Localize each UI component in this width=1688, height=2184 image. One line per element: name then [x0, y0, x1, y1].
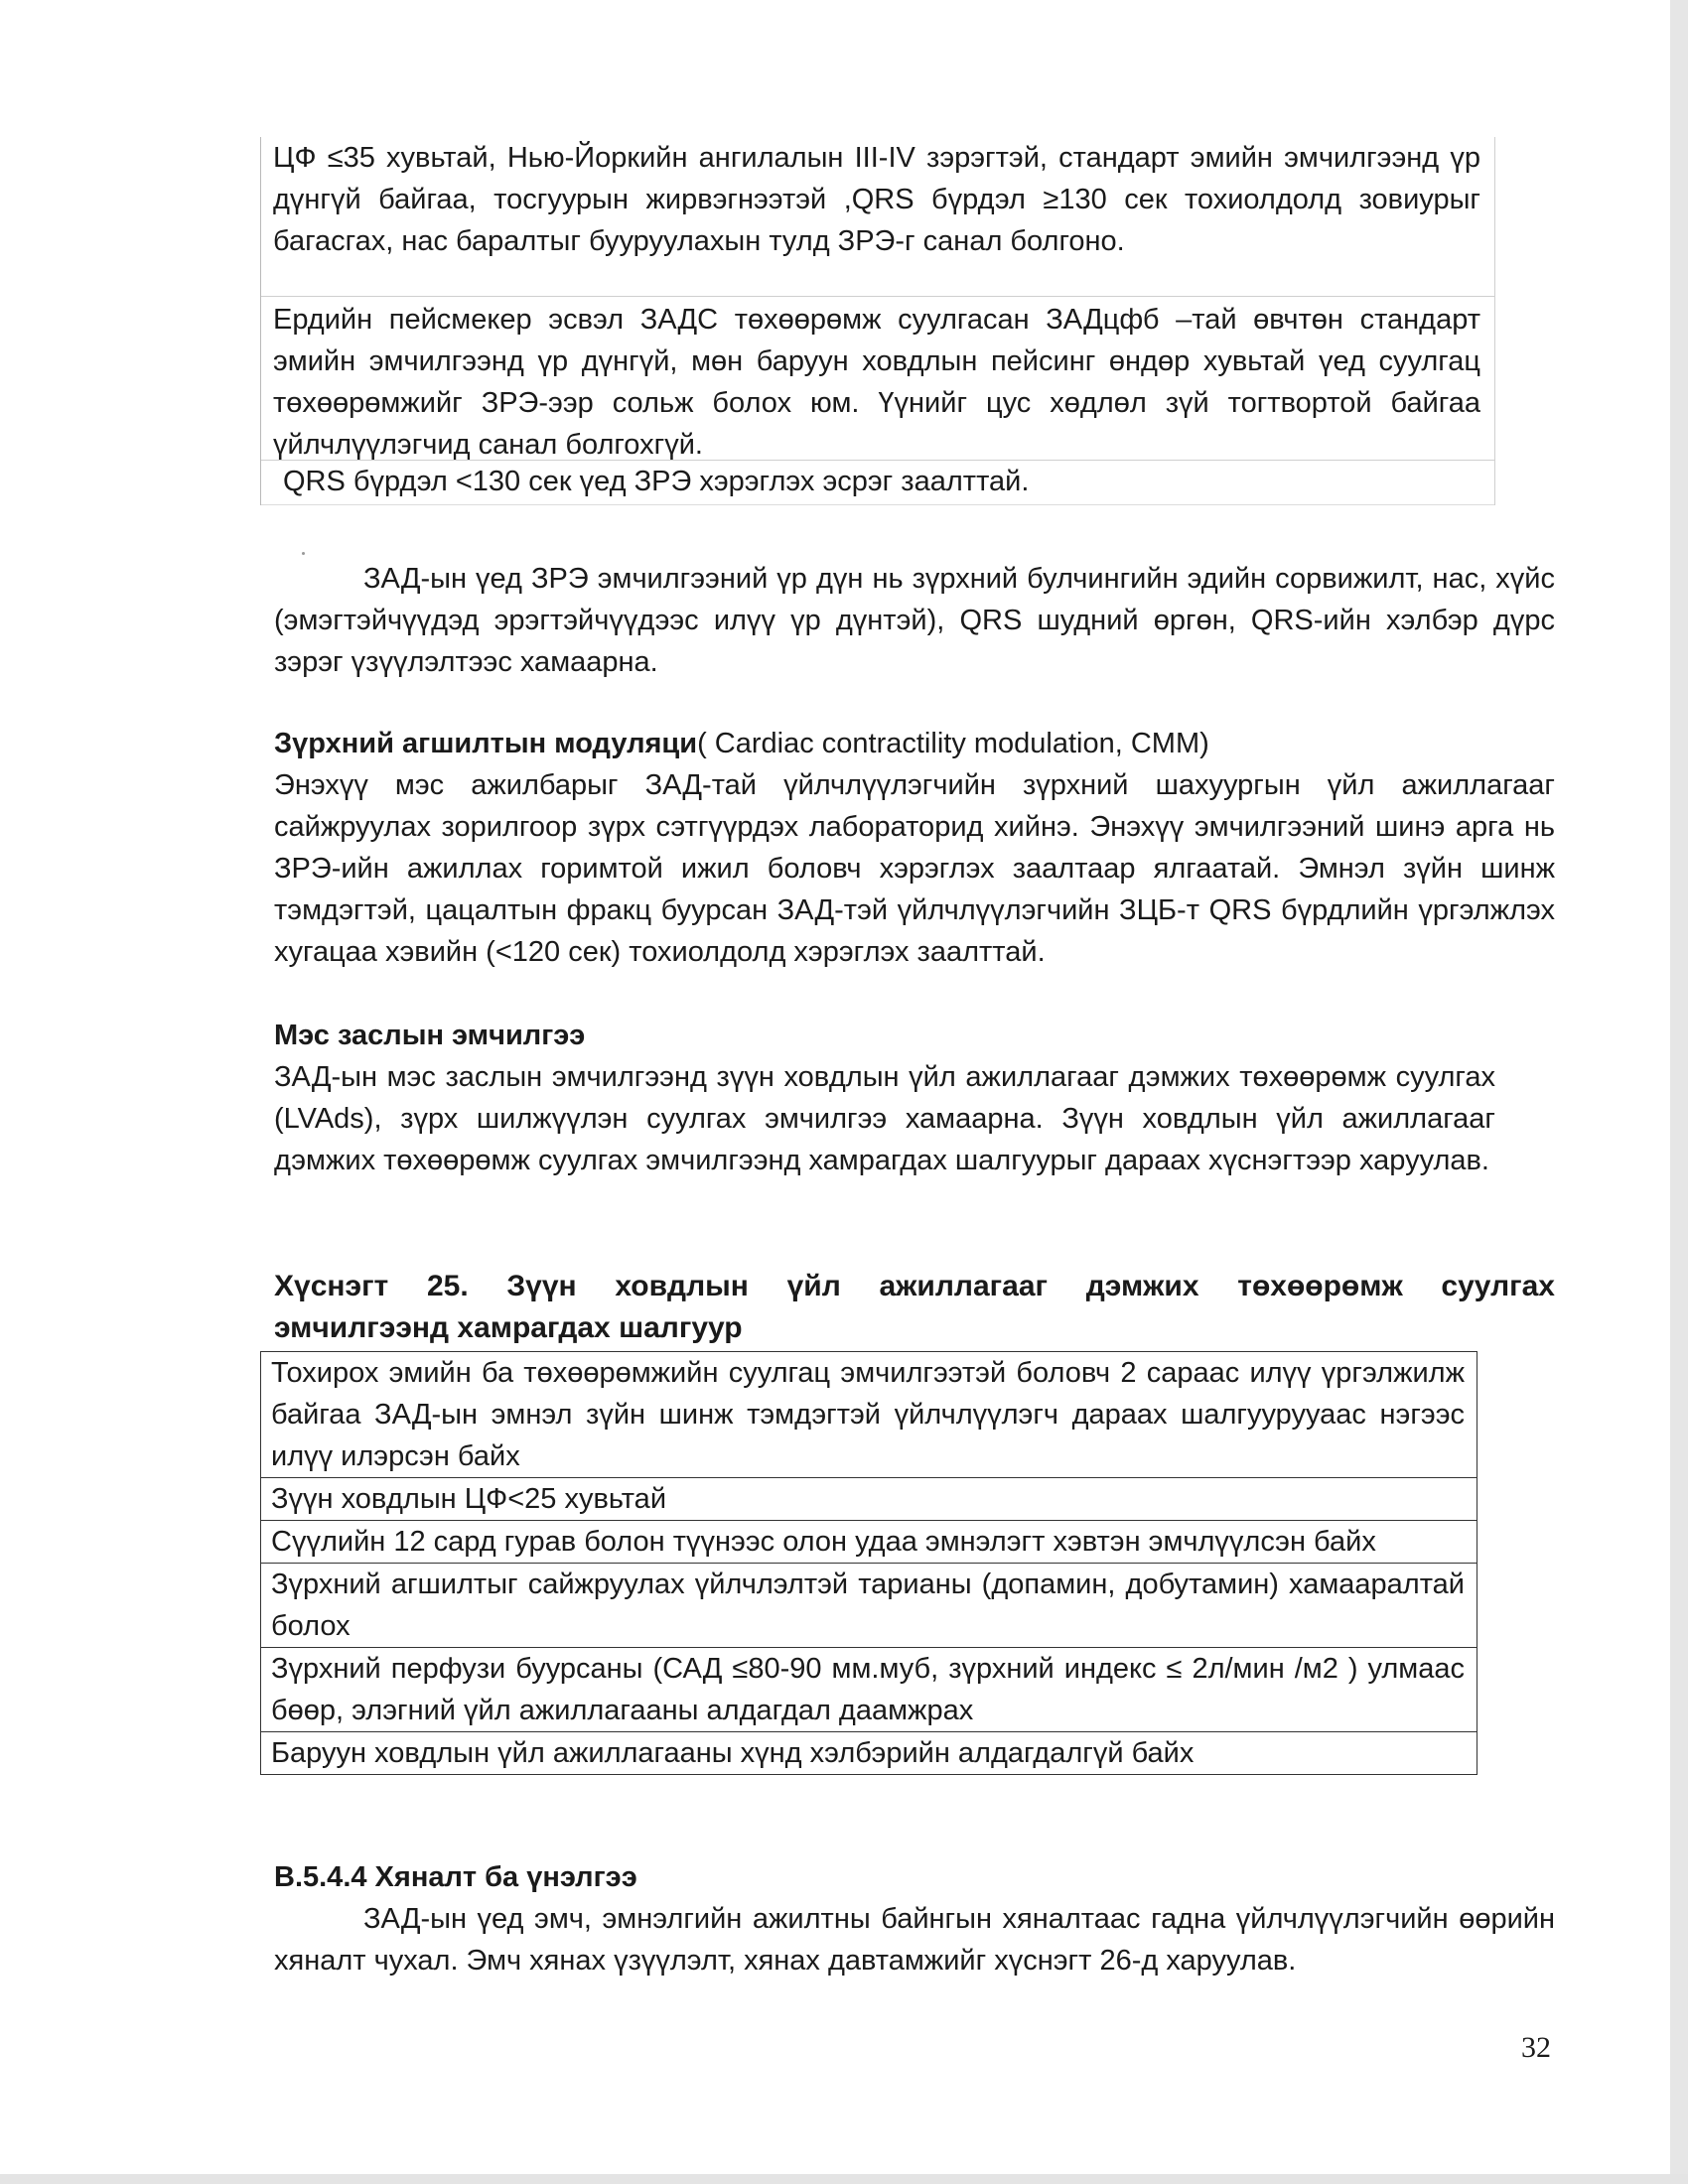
table-row: Ердийн пейсмекер эсвэл ЗАДС төхөөрөмж суулгасан ЗАДцфб –тай өвчтөн стандарт эмийн эмчилгээнд үр дүнгүй, мөн баруун ховдлын пейсинг өндөр хувьтай үед суулгац төхөөрөмжийг ЗРЭ-ээр сольж болох юм. Үүнийг цус хөдлөл зүй тогтвортой байгаа үйлчлүүлэгчид санал болгохгүй.: [261, 297, 1494, 461]
table-row: [261, 1521, 1477, 1564]
lvad-criteria-table: [260, 1351, 1477, 1775]
table-row: [261, 1732, 1477, 1775]
table-row: QRS бүрдэл <130 сек үед ЗРЭ хэрэглэх эсрэг заалттай.: [261, 461, 1494, 505]
surgery-paragraph: ЗАД-ын мэс заслын эмчилгээнд зүүн ховдлын үйл ажиллагааг дэмжих төхөөрөмж суулгах (LVAds), зүрх шилжүүлэн суулгах эмчилгээ хамаарна. Зүүн ховдлын үйл ажиллагааг дэмжих төхөөрөмж суулгах эмчилгээнд хамрагдах шалгуурыг дараах хүснэгтээр харуулав.: [274, 1061, 1495, 1176]
table-cell: Зүүн ховдлын ЦФ<25 хувьтай: [261, 1478, 1477, 1521]
table-cell: Тохирох эмийн ба төхөөрөмжийн суулгац эмчилгээтэй боловч 2 сараас илүү үргэлжилж байгаа ЗАД-ын эмнэл зүйн шинж тэмдэгтэй үйлчлүүлэгч дараах шалгуурууаас нэгээс илүү илэрсэн байх: [261, 1352, 1477, 1478]
caption-line-1: Хүснэгт 25. Зүүн ховдлын үйл ажиллагааг дэмжих төхөөрөмж суулгах: [274, 1270, 1555, 1302]
table-row: [261, 1564, 1477, 1648]
table-row: ЦФ ≤35 хувьтай, Нью-Йоркийн ангилалын III-IV зэрэгтэй, стандарт эмийн эмчилгээнд үр дүнгүй байгаа, тосгуурын жирвэгнээтэй ,QRS бүрдэл ≥130 сек тохиолдолд зовиурыг багасгах, нас баралтыг бууруулахын тулд ЗРЭ-г санал болгоно.: [261, 137, 1494, 297]
scan-right-edge: [1670, 0, 1688, 2184]
table-row: [261, 1478, 1477, 1521]
table-cell: Баруун ховдлын үйл ажиллагааны хүнд хэлбэрийн алдагдалгүй байх: [261, 1732, 1477, 1775]
table-cell: Зүрхний агшилтыг сайжруулах үйлчлэлтэй тарианы (допамин, добутамин) хамааралтай болох: [261, 1564, 1477, 1648]
table-row: [261, 1352, 1477, 1478]
crt-indication-table: [260, 137, 1495, 505]
scan-speck: [302, 552, 305, 555]
ccm-paragraph: Энэхүү мэс ажилбарыг ЗАД-тай үйлчлүүлэгчийн зүрхний шахуургын үйл ажиллагааг сайжруулах зорилгоор зүрх сэтгүүрдэх лабораторид хийнэ. Энэхүү эмчилгээний шинэ арга нь ЗРЭ-ийн ажиллах горимтой ижил боловч хэрэглэх заалтаар ялгаатай. Эмнэл зүйн шинж тэмдэгтэй, цацалтын фракц буурсан ЗАД-тэй үйлчлүүлэгчийн ЗЦБ-т QRS бүрдлийн үргэлжлэх хугацаа хэвийн (<120 сек) тохиолдолд хэрэглэх заалттай.: [274, 769, 1555, 968]
table-cell: Сүүлийн 12 сард гурав болон түүнээс олон удаа эмнэлэгт хэвтэн эмчлүүлсэн байх: [261, 1521, 1477, 1564]
table-row: [261, 1648, 1477, 1732]
monitoring-heading: В.5.4.4 Хяналт ба үнэлгээ: [274, 1861, 637, 1893]
ccm-heading-english: ( Cardiac contractility modulation, CMM): [697, 728, 1209, 759]
table-cell: Зүрхний перфузи буурсаны (САД ≤80-90 мм.муб, зүрхний индекс ≤ 2л/мин /м2 ) улмаас бөөр, элэгний үйл ажиллагааны алдагдал даамжрах: [261, 1648, 1477, 1732]
scan-bottom-edge: [0, 2174, 1688, 2184]
ccm-heading-text: Зүрхний агшилтын модуляци: [274, 728, 698, 759]
caption-line-2: эмчилгээнд хамрагдах шалгуур: [274, 1311, 743, 1344]
ccm-heading: [274, 723, 1209, 764]
surgery-heading: Мэс заслын эмчилгээ: [274, 1020, 586, 1051]
table-25-caption: [274, 1266, 1555, 1349]
monitoring-paragraph: ЗАД-ын үед эмч, эмнэлгийн ажилтны байнгын хяналтаас гадна үйлчлүүлэгчийн өөрийн хяналт чухал. Эмч хянах үзүүлэлт, хянах давтамжийг хүснэгт 26-д харуулав.: [274, 1903, 1555, 1977]
crt-outcome-paragraph: ЗАД-ын үед ЗРЭ эмчилгээний үр дүн нь зүрхний булчингийн эдийн сорвижилт, нас, хүйс (эмэгтэйчүүдэд эрэгтэйчүүдээс илүү үр дүнтэй), QRS шудний өргөн, QRS-ийн хэлбэр дүрс зэрэг үзүүлэлтээс хамаарна.: [274, 563, 1555, 678]
page-number: 32: [1521, 2031, 1551, 2064]
